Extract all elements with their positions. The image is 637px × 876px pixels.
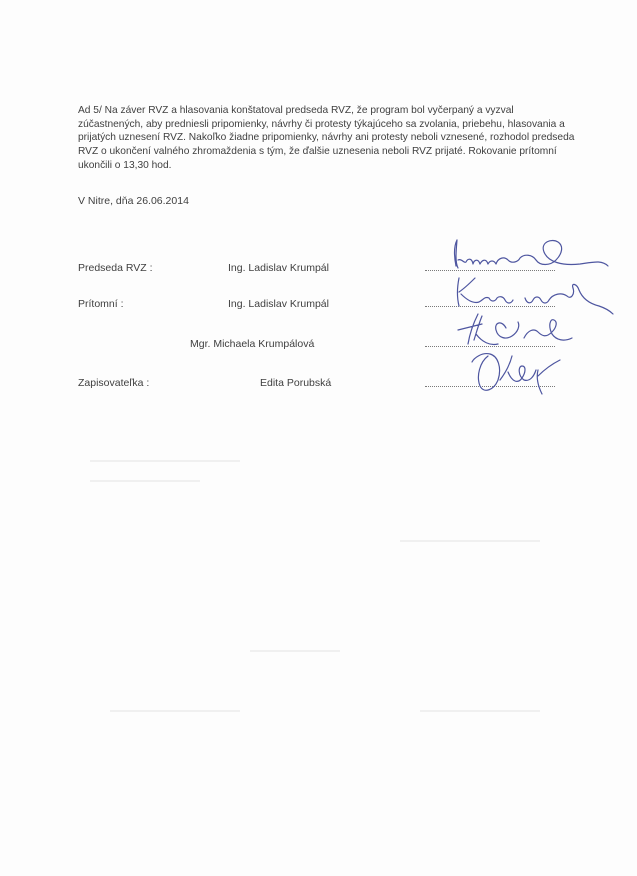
bleed-through-marks — [0, 420, 637, 860]
name-chairman: Ing. Ladislav Krumpál — [228, 262, 329, 274]
role-label-chairman: Predseda RVZ : — [78, 262, 153, 274]
place-and-date: V Nitre, dňa 26.06.2014 — [78, 195, 189, 207]
name-present-1: Ing. Ladislav Krumpál — [228, 298, 329, 310]
role-label-present: Prítomní : — [78, 298, 124, 310]
name-recorder: Edita Porubská — [260, 377, 332, 389]
role-label-recorder: Zapisovateľka : — [78, 377, 150, 389]
signature-recorder — [466, 346, 566, 396]
name-present-2: Mgr. Michaela Krumpálová — [190, 338, 315, 350]
closing-paragraph: Ad 5/ Na záver RVZ a hlasovania konštatoval predseda RVZ, že program bol vyčerpaný a vyzval zúčastnených, aby predniesli pripomienky, návrhy či protesty týkajúceho sa zvolania, priebehu, hlasovania a prijatých uznesení RVZ. Nakoľko žiadne pripomienky, návrhy ani protesty neboli vznesené, rozhodol predseda RVZ o ukončení valného zhromaždenia s tým, že ďalšie uznesenia neboli RVZ prijaté. Rokovanie prítomní ukončili o 13,30 hod. — [78, 105, 575, 171]
